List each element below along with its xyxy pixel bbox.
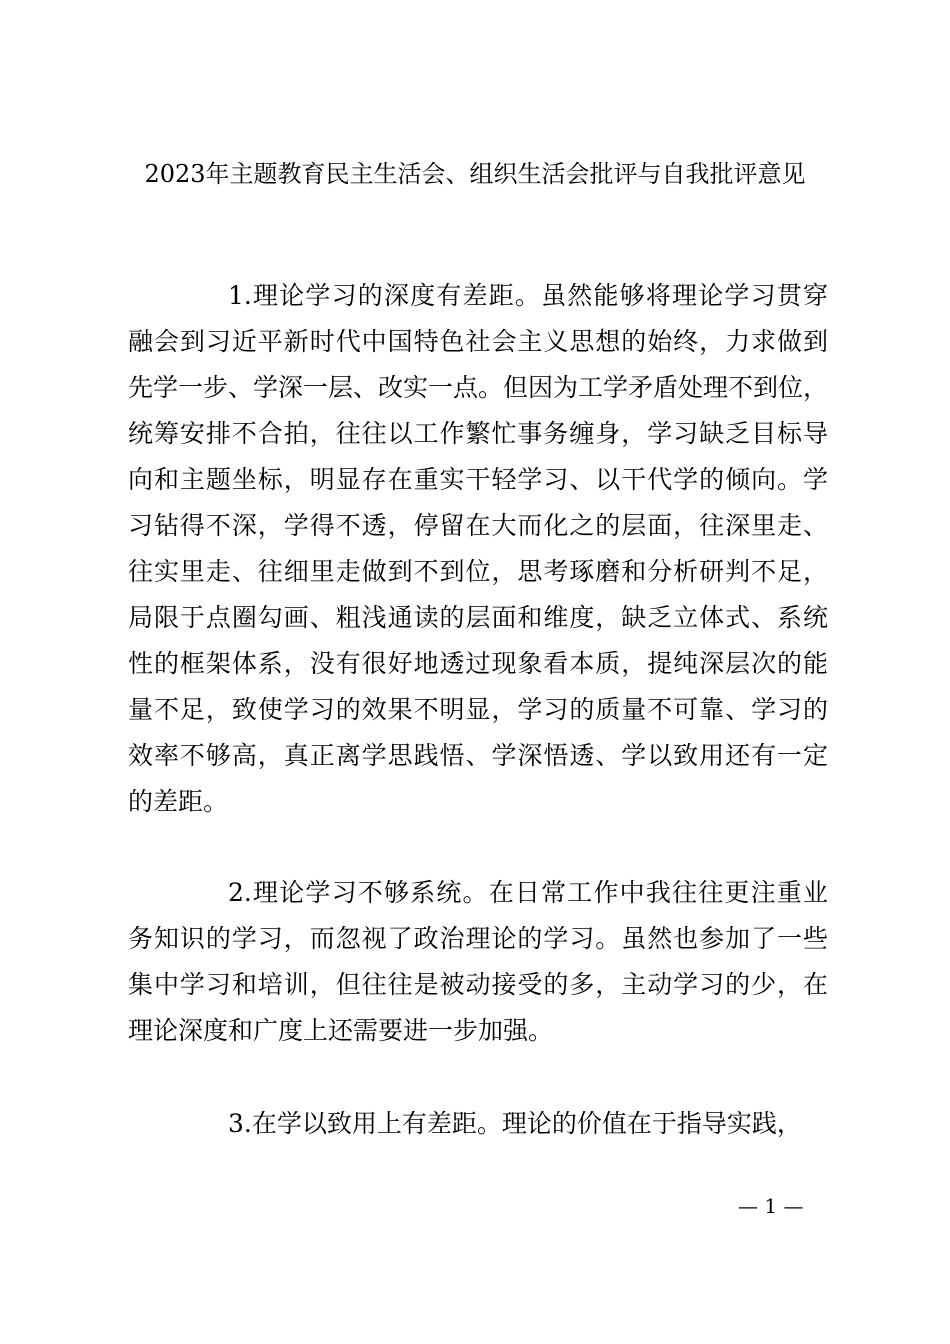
paragraph-line: 1.理论学习的深度有差距。虽然能够将理论学习贯穿 bbox=[228, 281, 828, 310]
paragraph-line: 融会到习近平新时代中国特色社会主义思想的始终，力求做到 bbox=[128, 327, 828, 356]
page-number: — 1 — bbox=[738, 1194, 804, 1218]
paragraph-line: 3.在学以致用上有差距。理论的价值在于指导实践， bbox=[228, 1109, 802, 1138]
paragraph-line: 先学一步、学深一层、改实一点。但因为工学矛盾处理不到位， bbox=[128, 373, 829, 402]
paragraph-line: 效率不够高，真正离学思践悟、学深悟透、学以致用还有一定 bbox=[128, 741, 828, 770]
paragraph-apply-learning bbox=[128, 1101, 828, 1147]
paragraph-line: 理论深度和广度上还需要进一步加强。 bbox=[128, 1016, 554, 1045]
paragraph-line: 习钻得不深，学得不透，停留在大而化之的层面，往深里走、 bbox=[128, 511, 828, 540]
paragraph-line: 性的框架体系，没有很好地透过现象看本质，提纯深层次的能 bbox=[128, 649, 828, 678]
paragraph-line: 局限于点圈勾画、粗浅通读的层面和维度，缺乏立体式、系统 bbox=[128, 603, 828, 632]
document-title: 2023年主题教育民主生活会、组织生活会批评与自我批评意见 bbox=[144, 160, 806, 188]
paragraph-line: 量不足，致使学习的效果不明显，学习的质量不可靠、学习的 bbox=[128, 695, 828, 724]
paragraph-line: 2.理论学习不够系统。在日常工作中我往往更注重业 bbox=[228, 878, 828, 907]
paragraph-line: 统筹安排不合拍，往往以工作繁忙事务缠身，学习缺乏目标导 bbox=[128, 419, 828, 448]
paragraph-line: 往实里走、往细里走做到不到位，思考琢磨和分析研判不足， bbox=[128, 557, 828, 586]
paragraph-theory-system bbox=[128, 870, 828, 1054]
paragraph-line: 向和主题坐标，明显存在重实干轻学习、以干代学的倾向。学 bbox=[128, 465, 828, 494]
paragraph-line: 务知识的学习，而忽视了政治理论的学习。虽然也参加了一些 bbox=[128, 924, 828, 953]
paragraph-line: 的差距。 bbox=[128, 787, 229, 816]
paragraph-line: 集中学习和培训，但往往是被动接受的多，主动学习的少，在 bbox=[128, 970, 828, 999]
paragraph-theory-depth bbox=[128, 273, 828, 825]
